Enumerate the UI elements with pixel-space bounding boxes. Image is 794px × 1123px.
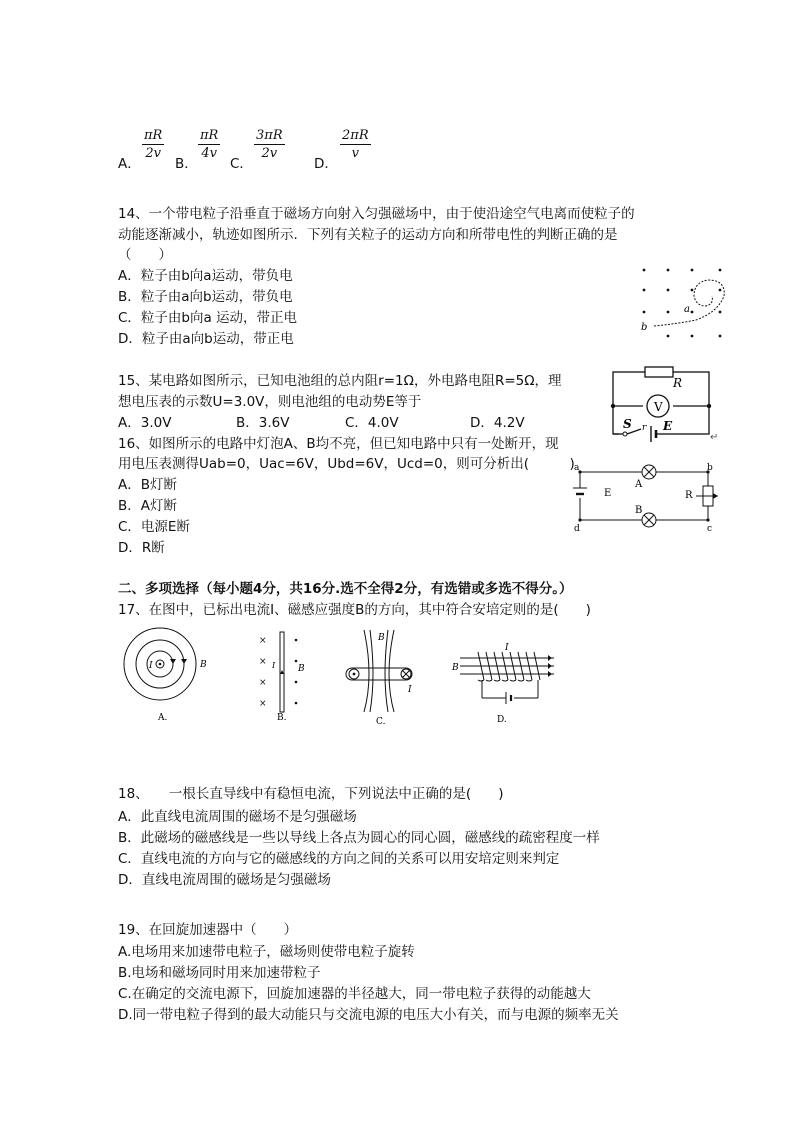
option-c: C．直线电流的方向与它的磁感线的方向之间的关系可以用安培定则来判定 — [118, 851, 560, 867]
option-label: C． — [230, 156, 253, 172]
option-d: D.同一带电粒子得到的最大动能只与交流电源的电压大小有关，而与电源的频率无关 — [118, 1007, 619, 1023]
label-B: B — [635, 505, 643, 516]
label-B: B — [200, 660, 207, 670]
svg-text:×: × — [259, 636, 267, 646]
option-b: B.电场和磁场同时用来加速带粒子 — [118, 965, 321, 981]
point-b-label: b — [641, 322, 648, 333]
option-b: B．A灯断 — [118, 498, 177, 514]
figure-17c — [340, 626, 420, 726]
option-a: A．B灯断 — [118, 477, 177, 493]
option-a: A.电场用来加速带电粒子，磁场则使带电粒子旋转 — [118, 944, 415, 960]
question-stem: 用电压表测得Uab=0，Uac=6V，Ubd=6V，Ucd=0，则可分析出( ) — [118, 456, 575, 472]
point-a-label: a — [684, 304, 690, 315]
figure-17d — [448, 638, 558, 726]
label-B: B — [452, 663, 459, 673]
question-stem: 动能逐渐减小，轨迹如图所示．下列有关粒子的运动方向和所带电性的判断正确的是 — [118, 227, 618, 243]
caption-d: D. — [497, 715, 507, 725]
label-B: B — [378, 633, 385, 643]
denominator: 4v — [201, 146, 217, 161]
label-R: R — [685, 490, 693, 501]
option-label: A． — [118, 156, 141, 172]
question-stem: 19、在回旋加速器中（ ） — [118, 922, 298, 938]
numerator: 3πR — [256, 128, 283, 143]
label-R: R — [673, 376, 683, 390]
label-r: r — [642, 423, 647, 433]
option-a: A．此直线电流周围的磁场不是匀强磁场 — [118, 809, 357, 825]
question-stem: 14、一个带电粒子沿垂直于磁场方向射入匀强磁场中，由于使沿途空气电离而使粒子的 — [118, 206, 635, 222]
trajectory-curve — [654, 280, 724, 326]
section-title: 二、多项选择（每小题4分，共16分.选不全得2分，有选错或多选不得分。） — [118, 581, 573, 597]
label-E: E — [663, 419, 673, 433]
svg-text:×: × — [259, 699, 267, 709]
label-I: I — [272, 661, 276, 670]
fraction-b — [198, 127, 220, 162]
resistor-R — [645, 367, 673, 377]
paragraph-mark-icon: ↵ — [710, 432, 719, 443]
lamp-circuit-figure — [570, 462, 720, 532]
option-b: B．此磁场的磁感线是一些以导线上各点为圆心的同心圆，磁感线的疏密程度一样 — [118, 830, 600, 846]
question-stem: 17、在图中，已标出电流I、磁感应强度B的方向，其中符合安培定则的是( ) — [118, 602, 591, 618]
denominator: v — [351, 146, 359, 161]
answer-blank: （ ） — [118, 247, 172, 263]
option-label: B． — [175, 156, 198, 172]
caption-c: C. — [376, 717, 386, 726]
fraction-c — [254, 127, 285, 162]
option-c: C．电源E断 — [118, 519, 190, 535]
caption-a: A. — [158, 713, 168, 723]
option-b: B．3.6V — [236, 415, 290, 431]
numerator: πR — [200, 128, 219, 143]
caption-b: B. — [277, 713, 287, 723]
option-c: C．粒子由b向a 运动，带正电 — [118, 310, 298, 326]
option-d: D．粒子由a向b运动，带正电 — [118, 331, 294, 347]
label-E: E — [604, 488, 612, 499]
option-b: B．粒子由a向b运动，带负电 — [118, 289, 293, 305]
option-c: C.在确定的交流电源下，回旋加速器的半径越大，同一带电粒子获得的动能越大 — [118, 986, 591, 1002]
option-a: A．粒子由b向a运动，带负电 — [118, 268, 293, 284]
option-a: A．3.0V — [118, 415, 172, 431]
label-I: I — [505, 643, 509, 653]
label-A: A — [635, 479, 643, 490]
figure-17b — [255, 626, 315, 724]
question-stem: 15、某电路如图所示，已知电池组的总内阻r=1Ω，外电路电阻R=5Ω，理 — [118, 373, 562, 389]
label-I: I — [408, 685, 412, 695]
option-d: D．直线电流周围的磁场是匀强磁场 — [118, 872, 331, 888]
option-label: D． — [314, 156, 338, 172]
field-dots — [643, 269, 722, 338]
denominator: 2v — [145, 146, 161, 161]
fraction-d — [340, 127, 371, 162]
label-B: B — [298, 664, 305, 674]
denominator: 2v — [261, 146, 278, 161]
voltmeter-circuit-figure — [605, 362, 720, 444]
question-stem: 想电压表的示数U=3.0V，则电池组的电动势E等于 — [118, 394, 422, 410]
node-a: a — [574, 463, 580, 473]
numerator: πR — [144, 128, 163, 143]
figure-17a — [118, 626, 210, 724]
label-I: I — [149, 661, 153, 671]
question-stem: 18、 一根长直导线中有稳恒电流，下列说法中正确的是( ) — [118, 786, 504, 802]
node-b: b — [707, 463, 713, 473]
svg-text:×: × — [259, 678, 267, 688]
numerator: 2πR — [342, 128, 369, 143]
option-d: D．R断 — [118, 540, 165, 556]
question-stem: 16、如图所示的电路中灯泡A、B均不亮，但已知电路中只有一处断开，现 — [118, 436, 559, 452]
node-d: d — [574, 524, 580, 532]
label-V: V — [654, 400, 663, 414]
option-d: D．4.2V — [470, 415, 525, 431]
svg-text:×: × — [259, 657, 267, 667]
label-S: S — [623, 417, 632, 431]
node-c: c — [707, 524, 713, 532]
magnetic-field-trajectory-figure — [636, 262, 736, 342]
fraction-a — [142, 127, 164, 162]
option-c: C．4.0V — [345, 415, 399, 431]
